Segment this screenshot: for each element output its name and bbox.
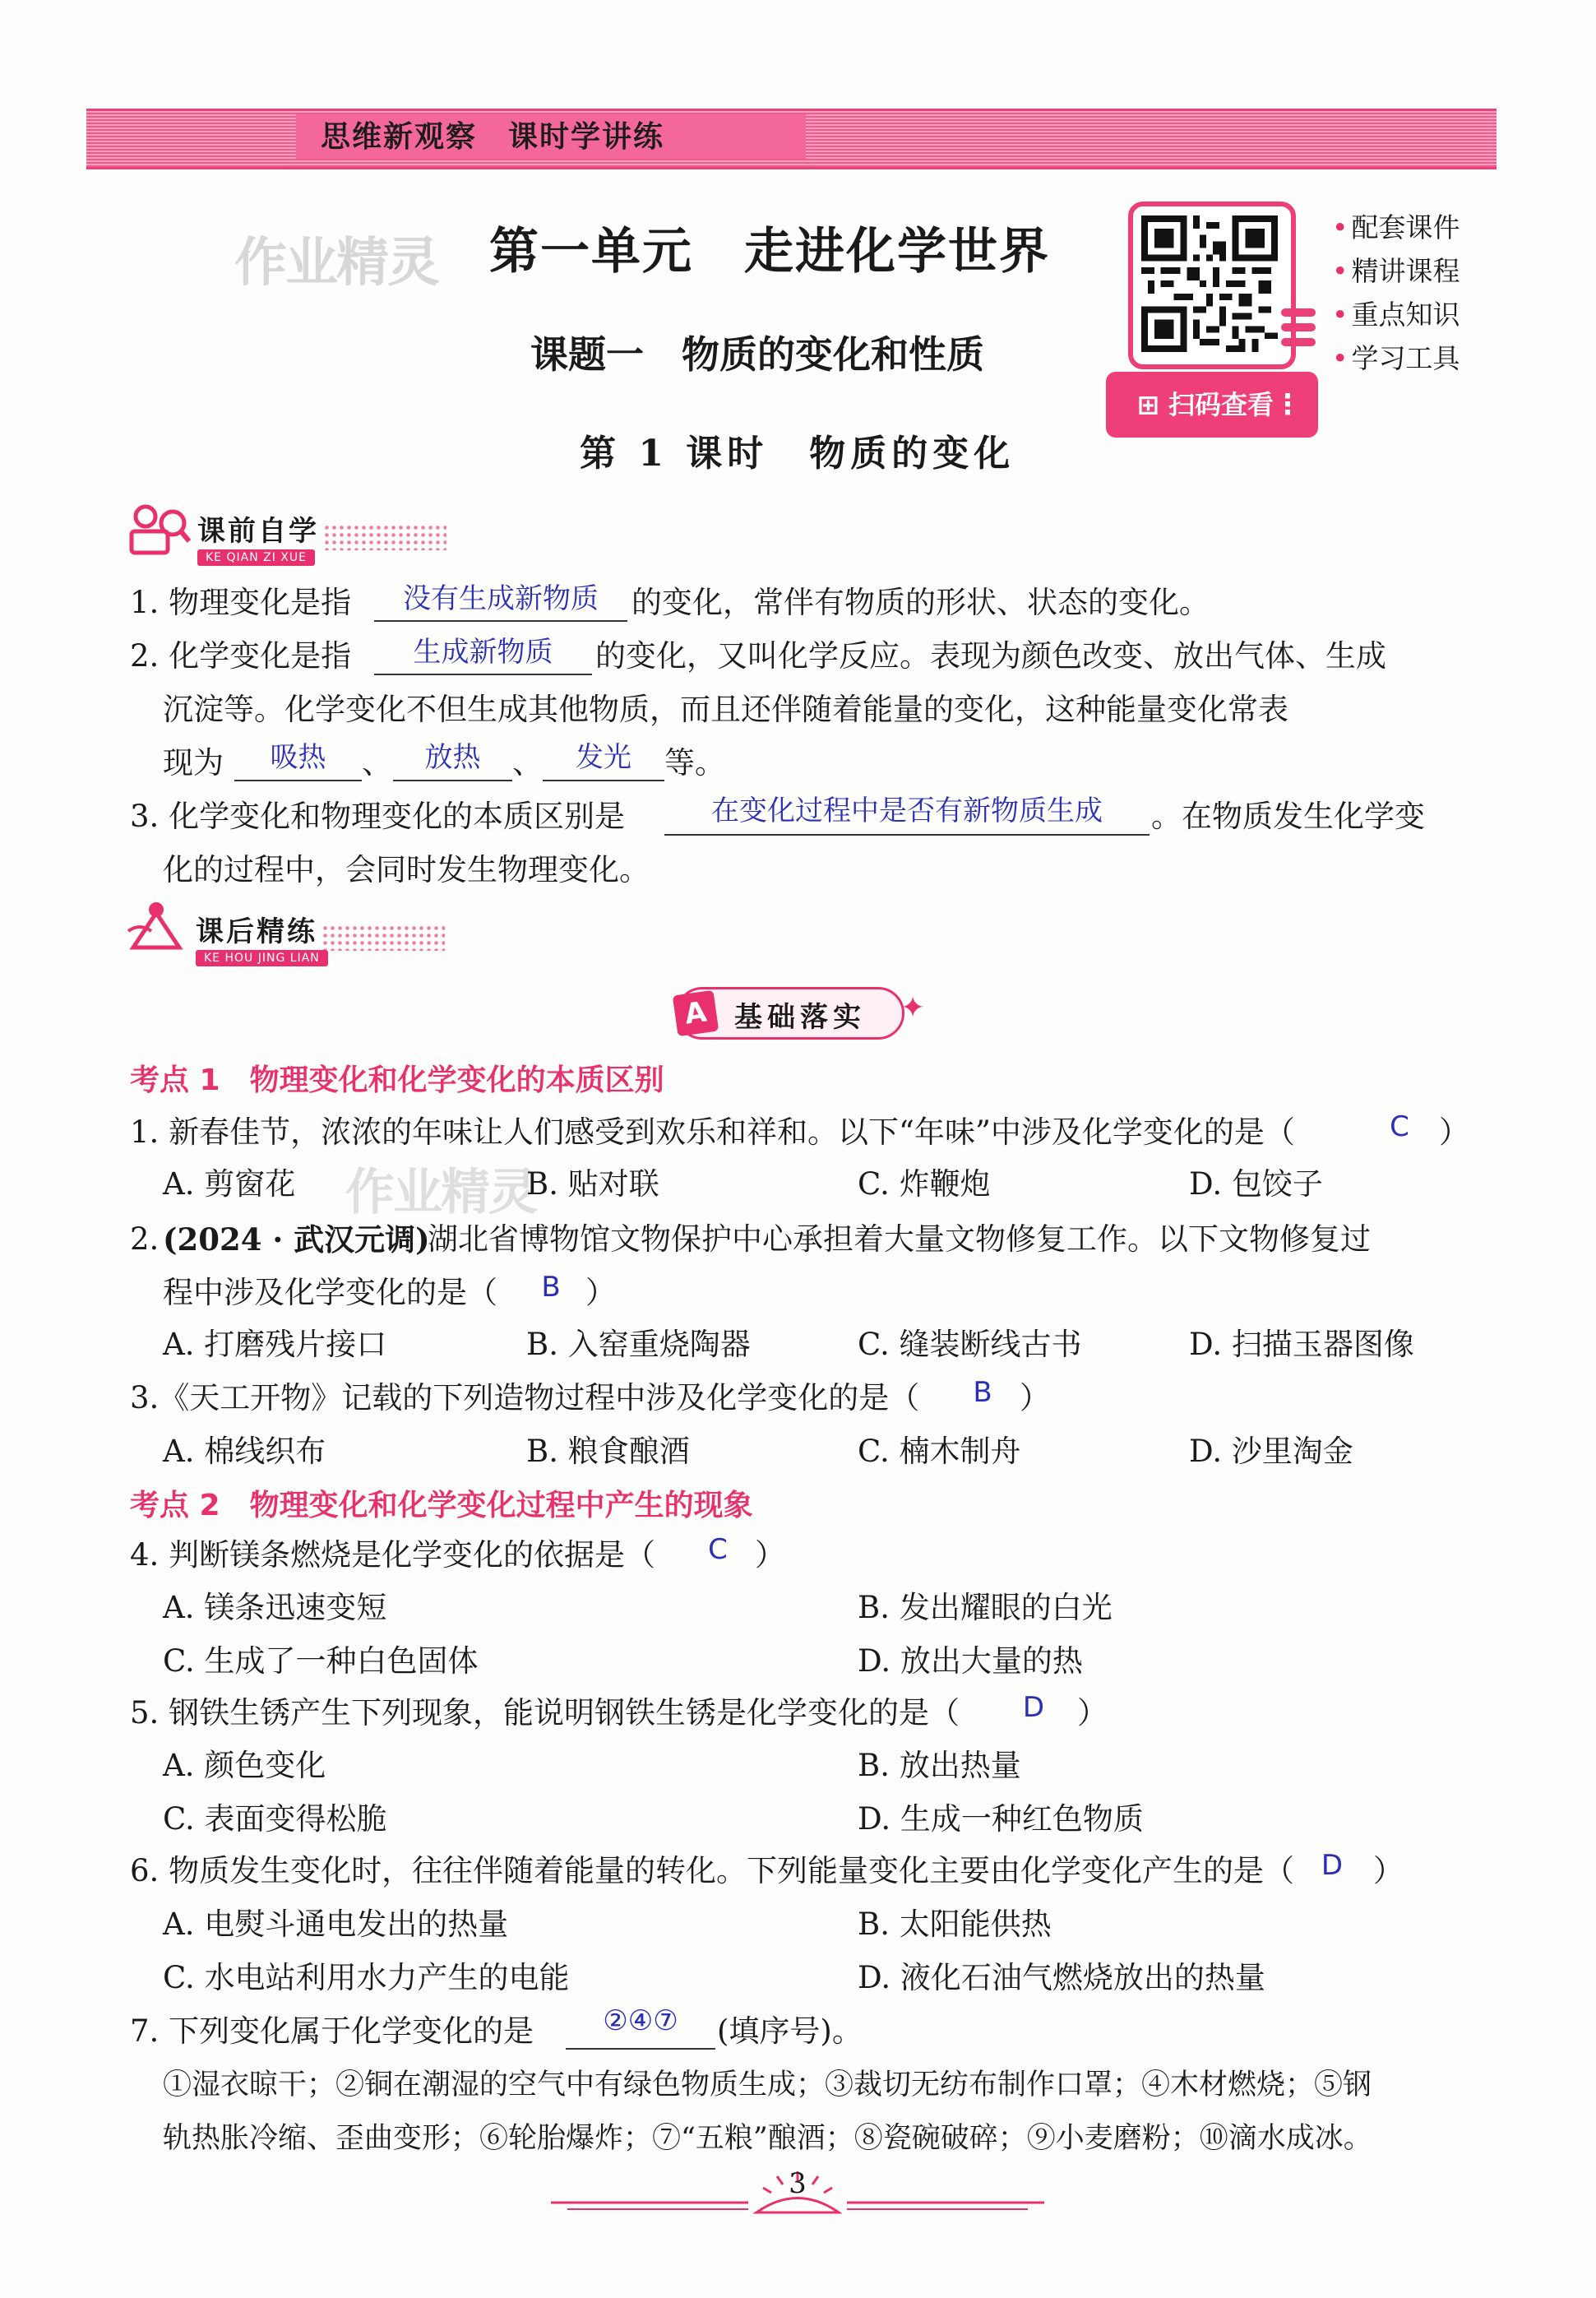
pre-q2-line2: 沉淀等。化学变化不但生成其他物质，而且还伴随着能量的变化，这种能量变化常表 (163, 692, 1288, 727)
handwritten-answer: 没有生成新物质 (403, 582, 599, 615)
trophy-icon (123, 898, 189, 956)
handwritten-answer: B (973, 1376, 992, 1409)
option[interactable]: D. 包饺子 (1189, 1166, 1323, 1202)
handwritten-answer: 吸热 (270, 741, 326, 774)
answer-blank[interactable] (566, 2048, 715, 2050)
option[interactable]: D. 液化石油气燃烧放出的热量 (858, 1960, 1265, 1995)
close-paren: ） (1373, 1853, 1404, 1888)
series-title: 思维新观察 课时学讲练 (321, 120, 665, 154)
answer-blank[interactable] (374, 620, 627, 622)
scan-to-view-button[interactable] (1106, 372, 1318, 438)
qr-feature-item[interactable]: • 学习工具 (1332, 342, 1460, 374)
option[interactable]: C. 楠木制舟 (858, 1434, 1021, 1469)
key-point-heading: 考点 1 物理变化和化学变化的本质区别 (130, 1063, 664, 1097)
option[interactable]: D. 扫描玉器图像 (1189, 1327, 1414, 1362)
section-pre-study: 课前自学 KE QIAN ZI XUE (197, 508, 446, 566)
separator: 、 (362, 745, 392, 781)
option[interactable]: D. 生成一种红色物质 (858, 1801, 1144, 1837)
pre-q3-before: 3. 化学变化和物理变化的本质区别是 (130, 799, 626, 834)
question-stem: 1. 新春佳节，浓浓的年味让人们感受到欢乐和祥和。以下“年味”中涉及化学变化的是（ (130, 1114, 1295, 1150)
close-paren: ） (585, 1275, 616, 1310)
watermark: 作业精灵 (345, 1164, 536, 1221)
answer-blank[interactable] (543, 780, 664, 781)
pre-q1-after: 的变化，常伴有物质的形状、状态的变化。 (631, 585, 1210, 620)
option[interactable]: C. 缝装断线古书 (858, 1327, 1082, 1362)
option[interactable]: B. 入窑重烧陶器 (526, 1327, 751, 1362)
unit-title: 第一单元 走进化学世界 (489, 223, 1050, 280)
question-items: 轨热胀冷缩、歪曲变形；⑥轮胎爆炸；⑦“五粮”酿酒；⑧瓷碗破碎；⑨小麦磨粉；⑩滴水成冰。 (163, 2122, 1372, 2155)
key-point-heading: 考点 2 物理变化和化学变化过程中产生的现象 (130, 1489, 753, 1522)
handwritten-answer: 在变化过程中是否有新物质生成 (711, 795, 1103, 827)
handwritten-answer: D (1022, 1691, 1045, 1724)
qr-feature-item[interactable]: • 重点知识 (1332, 299, 1460, 331)
question-stem: 程中涉及化学变化的是（ (163, 1275, 497, 1310)
period-title: 第 1 课时 物质的变化 (580, 433, 1015, 475)
answer-blank[interactable] (393, 780, 512, 781)
option[interactable]: A. 颜色变化 (163, 1748, 326, 1783)
option[interactable]: A. 镁条迅速变短 (163, 1590, 387, 1625)
close-paren: ） (1077, 1695, 1108, 1730)
scan-icon: ⊞ (1137, 389, 1168, 420)
question-stem: 4. 判断镁条燃烧是化学变化的依据是（ (130, 1537, 656, 1573)
option[interactable]: A. 剪窗花 (163, 1166, 296, 1202)
scan-label: 扫码查看 (1168, 389, 1274, 420)
pre-q3-line2: 化的过程中，会同时发生物理变化。 (163, 852, 650, 887)
section-post-practice: 课后精练 KE HOU JING LIAN (196, 909, 445, 966)
pre-q2-after: 的变化，又叫化学反应。表现为颜色改变、放出气体、生成 (595, 638, 1386, 674)
option[interactable]: D. 放出大量的热 (858, 1643, 1083, 1679)
option[interactable]: A. 棉线织布 (163, 1434, 326, 1469)
separator: 、 (512, 745, 543, 781)
pre-q2-line3-after: 等。 (664, 745, 725, 781)
pre-q3-after: 。在物质发生化学变 (1151, 799, 1425, 834)
option[interactable]: C. 表面变得松脆 (163, 1801, 387, 1837)
option[interactable]: C. 炸鞭炮 (858, 1166, 991, 1202)
star-icon: ✦ (900, 991, 926, 1025)
option[interactable]: C. 生成了一种白色固体 (163, 1643, 479, 1679)
option[interactable]: B. 太阳能供热 (858, 1907, 1052, 1942)
pre-q2-before: 2. 化学变化是指 (130, 638, 352, 674)
option[interactable]: A. 打磨残片接口 (163, 1327, 387, 1362)
handwritten-answer: ②④⑦ (603, 2004, 678, 2037)
watermark: 作业精灵 (234, 233, 438, 294)
close-paren: ） (1020, 1380, 1050, 1415)
close-paren: ） (1439, 1114, 1469, 1150)
handwritten-answer: 放热 (424, 741, 481, 774)
answer-blank[interactable] (374, 674, 592, 675)
study-person-icon (125, 502, 191, 559)
option[interactable]: C. 水电站利用水力产生的电能 (163, 1960, 570, 1995)
question-source: (2024 · 武汉元调) (163, 1221, 430, 1258)
answer-blank[interactable] (664, 834, 1150, 836)
handwritten-answer: 发光 (576, 741, 631, 774)
pre-q2-line3-before: 现为 (163, 745, 224, 781)
handwritten-answer: C (708, 1533, 728, 1566)
qr-decoration (1281, 308, 1316, 353)
handwritten-answer: C (1390, 1110, 1409, 1143)
question-stem: 湖北省博物馆文物保护中心承担着大量文物修复工作。以下文物修复过 (428, 1221, 1371, 1257)
option[interactable]: D. 沙里淘金 (1189, 1434, 1353, 1469)
handwritten-answer: D (1321, 1849, 1344, 1882)
qr-feature-item[interactable]: • 配套课件 (1332, 211, 1460, 243)
close-paren: ） (755, 1537, 785, 1573)
option[interactable]: B. 粮食酿酒 (526, 1434, 690, 1469)
option[interactable]: B. 发出耀眼的白光 (858, 1590, 1113, 1625)
answer-blank[interactable] (234, 780, 362, 781)
question-items: ①湿衣晾干；②铜在潮湿的空气中有绿色物质生成；③裁切无纺布制作口罩；④木材燃烧；⑤钢 (163, 2069, 1372, 2101)
question-stem: 7. 下列变化属于化学变化的是 (130, 2013, 534, 2049)
option[interactable]: A. 电熨斗通电发出的热量 (163, 1907, 509, 1942)
basic-level-badge: A 基础落实 (676, 987, 904, 1040)
option[interactable]: B. 贴对联 (526, 1166, 659, 1202)
question-stem: 3.《天工开物》记载的下列造物过程中涉及化学变化的是（ (130, 1380, 920, 1415)
question-stem: 6. 物质发生变化时，往往伴随着能量的转化。下列能量变化主要由化学变化产生的是（ (130, 1853, 1295, 1888)
lesson-title: 课题一 物质的变化和性质 (530, 332, 984, 377)
option[interactable]: B. 放出热量 (858, 1748, 1021, 1783)
page-number: 3 (789, 2167, 807, 2200)
qr-feature-item[interactable]: • 精讲课程 (1332, 255, 1460, 287)
question-stem-after: (填序号)。 (717, 2013, 863, 2049)
question-stem: 5. 钢铁生锈产生下列现象，能说明钢铁生锈是化学变化的是（ (130, 1695, 960, 1730)
handwritten-answer: 生成新物质 (413, 636, 553, 669)
pre-q1-before: 1. 物理变化是指 (130, 585, 352, 620)
qr-feature-list (1332, 206, 1460, 380)
qr-code-icon[interactable] (1141, 215, 1278, 352)
handwritten-answer: B (541, 1271, 561, 1304)
more-icon: ⋮ (1274, 388, 1302, 421)
question-number: 2. (130, 1221, 160, 1257)
